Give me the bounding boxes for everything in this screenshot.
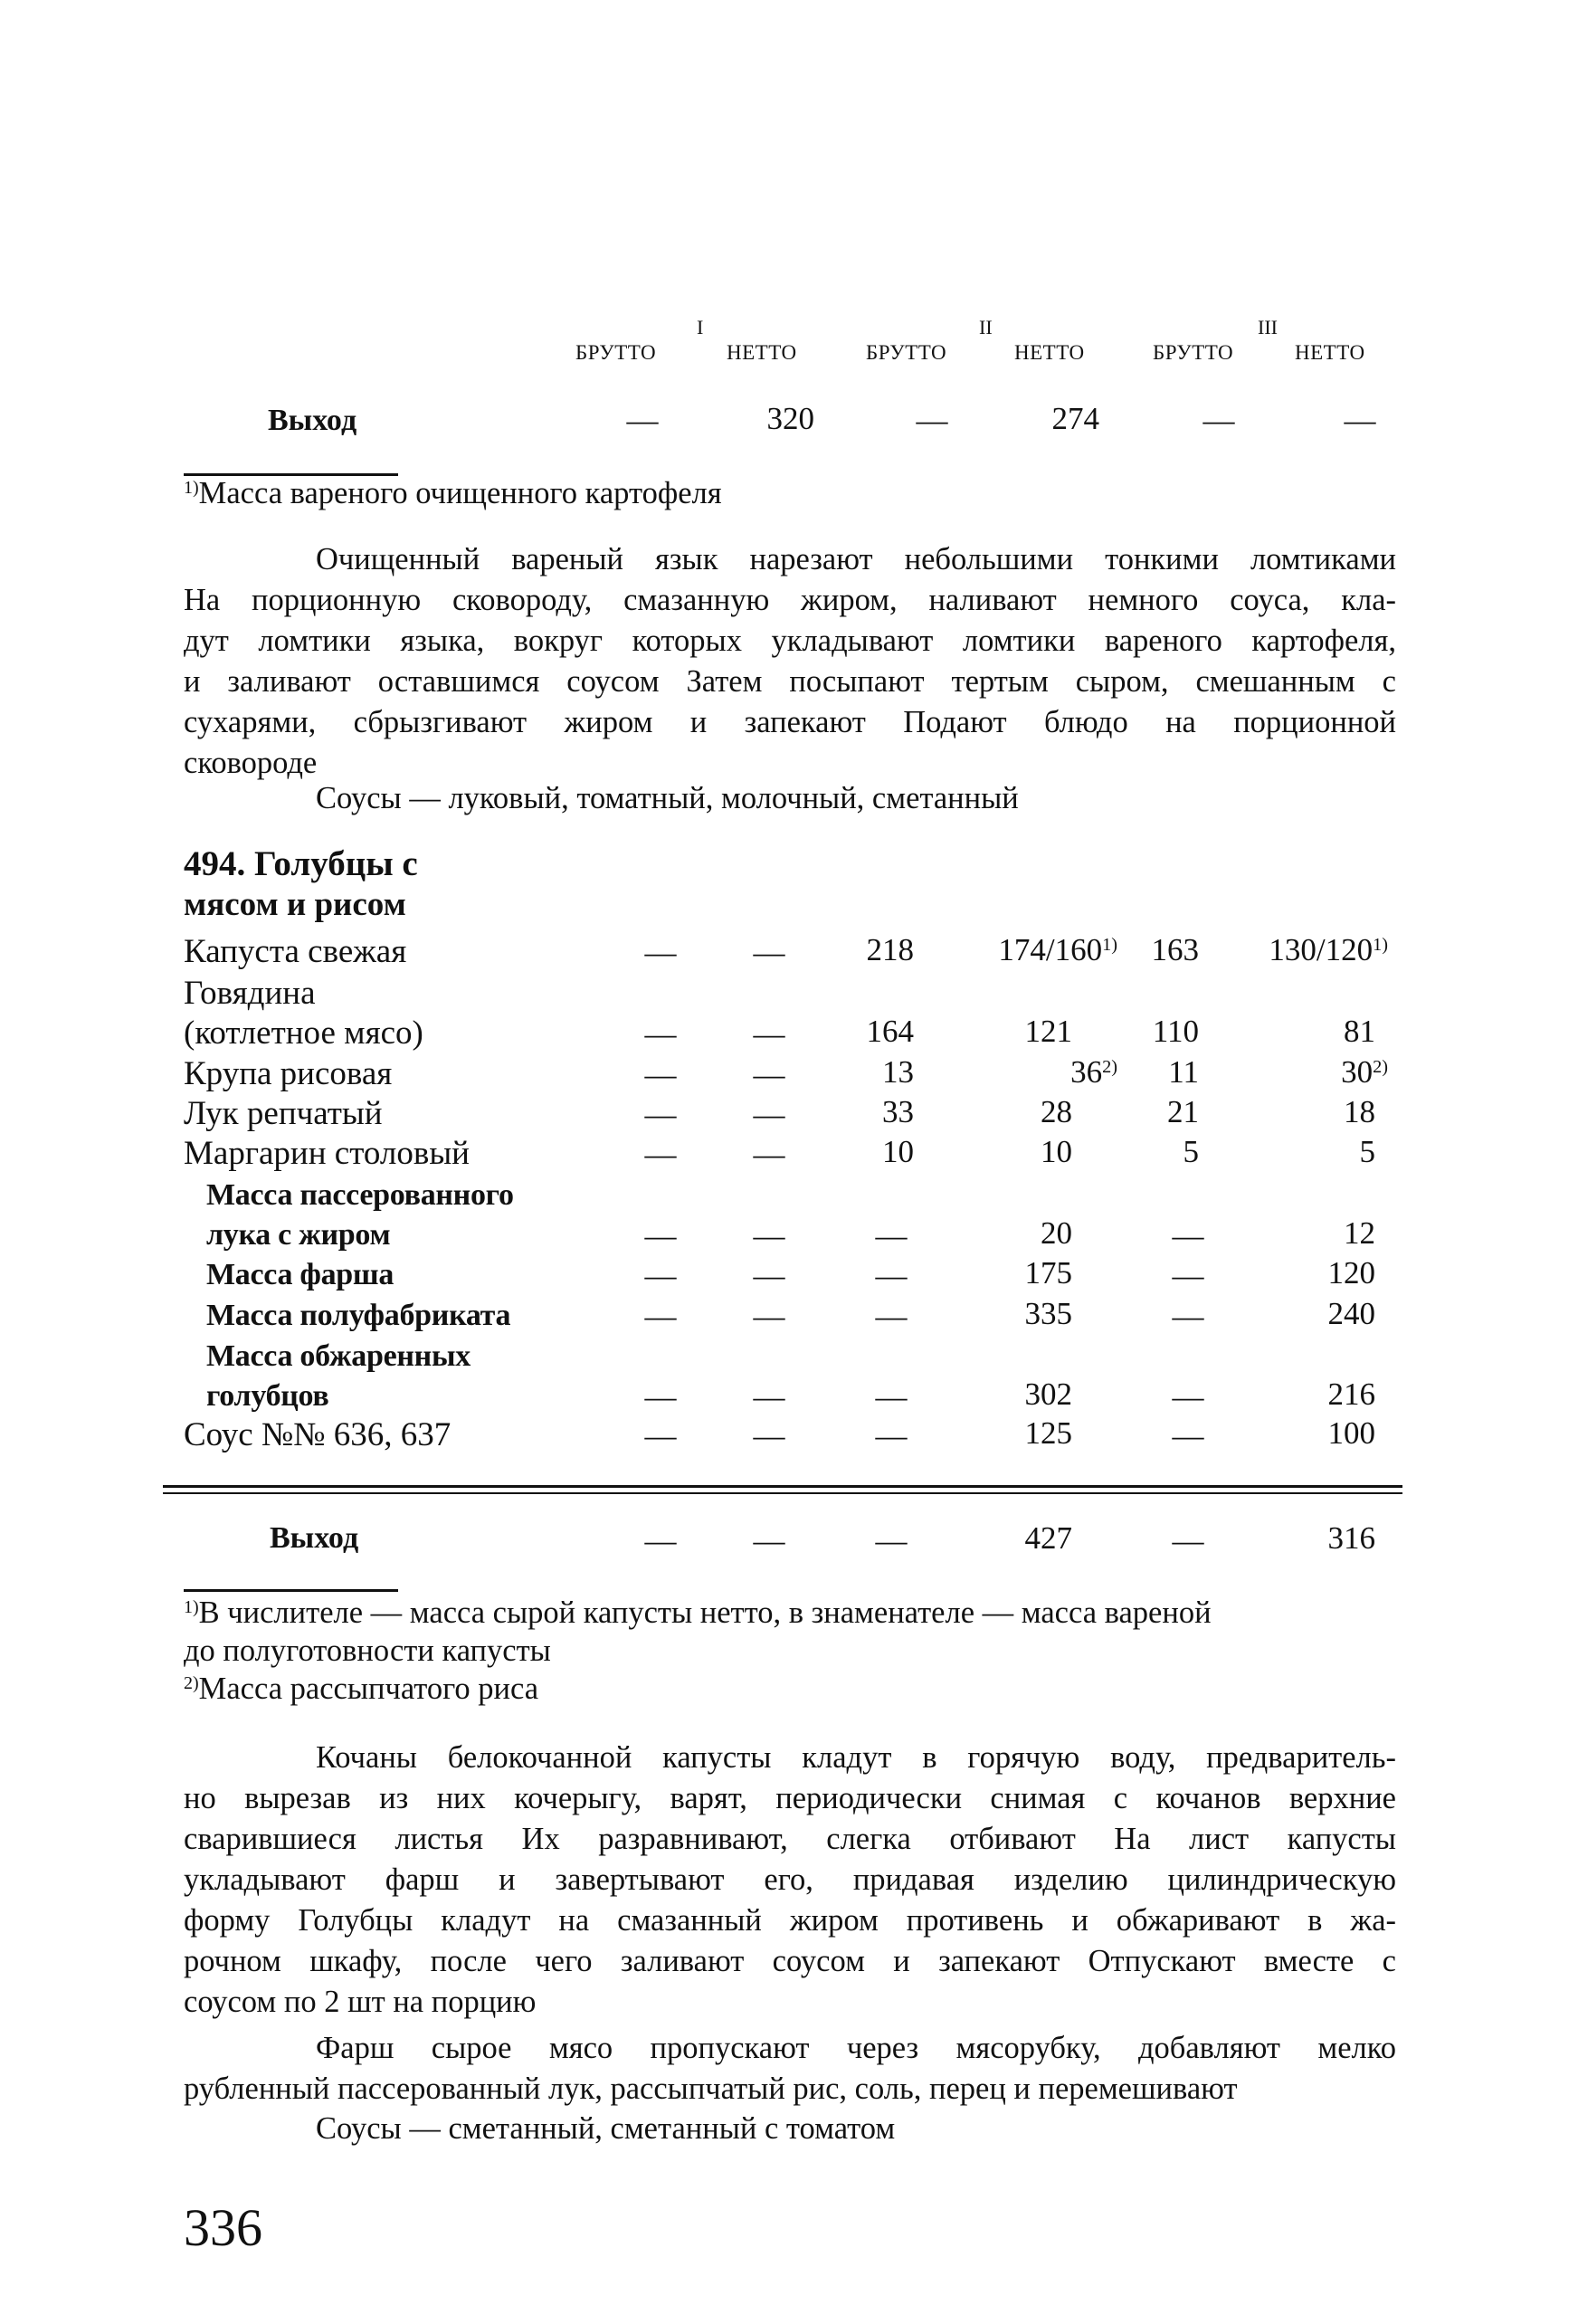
ingredient-name: голубцов [206,1379,329,1413]
stuffing-text: Фарш сырое мясо пропускают через мясорубку, добавляют мелко рубленный пассерованный лук, рассыпчатый рис, соль, перец и перемешивают [184,2031,1396,2106]
recipe-title-line1: 494. Голубцы с [184,844,418,883]
cell-dash: — [644,1299,677,1334]
cell-value: 20 [1041,1215,1072,1251]
cell-value: 36$^{2)}$ [1070,1054,1117,1090]
ingredient-name: Масса пассерованного [206,1178,514,1212]
ingredient-name: Масса фарша [206,1258,394,1291]
recipe-sauces: Соусы — сметанный, сметанный с томатом [316,2111,896,2146]
cell-dash: — [875,1258,908,1293]
cell-dash: — [1172,1418,1204,1453]
cell-value: 174/160$^{1)}$ [998,932,1117,967]
cell-value: 302 [1024,1376,1072,1412]
ingredient-name: Масса обжаренных [206,1339,471,1373]
cell-value: 28 [1041,1094,1072,1129]
cell-value: 335 [1024,1296,1072,1331]
cell-dash: — [753,1218,785,1253]
ingredient-name: Крупа рисовая [184,1055,393,1092]
prev-output-v2: 320 [766,401,814,436]
cell-dash: — [644,935,677,970]
ingredient-name: Масса полуфабриката [206,1299,511,1332]
cell-value: 427 [1024,1520,1072,1556]
cell-value: 10 [882,1134,914,1169]
prev-output-label: Выход [268,404,357,437]
cell-dash: — [1172,1218,1204,1253]
cell-value: 11 [1168,1054,1199,1090]
cell-dash: — [644,1137,677,1172]
recipe-title-line2: мясом и рисом [184,886,406,923]
group-header-1: I [697,316,704,338]
ingredient-name: Капуста свежая [184,933,407,970]
prev-output-v1: — [626,403,659,438]
cell-dash: — [644,1379,677,1414]
cell-value: 216 [1327,1376,1375,1412]
cell-value: 130/120$^{1)}$ [1269,932,1388,967]
prev-footnote: $^{1)}$Масса вареного очищенного картофеля [184,476,722,510]
prev-output-v4: 274 [1051,401,1099,436]
cell-dash: — [753,1379,785,1414]
cell-value: 33 [882,1094,914,1129]
cell-dash: — [753,1057,785,1092]
cell-dash: — [753,1137,785,1172]
cell-value: 218 [866,932,914,967]
ingredient-name: Лук репчатый [184,1095,383,1132]
ingredient-name: (котлетное мясо) [184,1014,423,1052]
cell-dash: — [644,1523,677,1558]
cell-dash: — [875,1299,908,1334]
footnote-1-cont: до полуготовности капусты [184,1633,551,1668]
footnote-rule [184,1589,398,1592]
table-rule-top [163,1485,1402,1488]
cell-dash: — [875,1218,908,1253]
cell-dash: — [644,1258,677,1293]
cell-dash: — [644,1057,677,1092]
cell-dash: — [753,1016,785,1052]
col-header-netto-3: НЕТТО [1295,341,1365,364]
cell-value: 5 [1183,1134,1199,1169]
ingredient-name: Говядина [184,975,316,1012]
cell-value: 125 [1024,1415,1072,1451]
cell-value: 10 [1041,1134,1072,1169]
cell-value: 100 [1327,1415,1375,1451]
col-header-netto-2: НЕТТО [1014,341,1085,364]
prev-output-v5: — [1203,403,1235,438]
ingredient-name: Маргарин столовый [184,1135,470,1172]
cell-dash: — [753,1418,785,1453]
cell-dash: — [1172,1379,1204,1414]
footnote-2: $^{2)}$Масса рассыпчатого риса [184,1672,539,1706]
cell-value: 175 [1024,1255,1072,1291]
prev-output-v3: — [916,403,948,438]
prev-recipe-text: Очищенный вареный язык нарезают небольшими тонкими ломтиками На порционную сковороду, смазанную жиром, наливают немного соуса, кла- дут ломтики языка, вокруг которых укладывают ломтики вареного картофеля, и заливают оставшимся соусом Затем посыпают тертым сыром, смешанным с сухарями, сбрызгивают жиром и запекают Подают блюдо на порционной сковороде [184,542,1396,780]
cell-dash: — [753,1523,785,1558]
cell-dash: — [1172,1258,1204,1293]
cell-value: 164 [866,1014,914,1049]
col-header-brutto-1: БРУТТО [575,341,657,364]
cell-dash: — [644,1016,677,1052]
col-header-netto-1: НЕТТО [727,341,797,364]
cell-value: 30$^{2)}$ [1341,1054,1388,1090]
cell-value: 121 [1024,1014,1072,1049]
cell-value: 13 [882,1054,914,1090]
cell-dash: — [875,1523,908,1558]
cell-value: 120 [1327,1255,1375,1291]
cell-value: 240 [1327,1296,1375,1331]
group-header-2: II [979,316,993,338]
cell-value: 110 [1152,1014,1199,1049]
cell-value: 81 [1344,1014,1375,1049]
ingredient-name: Соус №№ 636, 637 [184,1416,452,1453]
cell-dash: — [644,1218,677,1253]
prev-output-v6: — [1344,403,1376,438]
cell-dash: — [753,1258,785,1293]
cell-value: 21 [1167,1094,1199,1129]
table-rule-bottom [163,1492,1402,1494]
cell-dash: — [644,1418,677,1453]
col-header-brutto-3: БРУТТО [1153,341,1234,364]
cell-dash: — [644,1097,677,1132]
cell-value: 163 [1151,932,1199,967]
cell-dash: — [1172,1299,1204,1334]
cell-value: 5 [1359,1134,1375,1169]
prev-sauces: Соусы — луковый, томатный, молочный, сметанный [316,781,1019,815]
recipe-output-label: Выход [270,1521,359,1555]
col-header-brutto-2: БРУТТО [866,341,947,364]
cell-value: 12 [1344,1215,1375,1251]
page-number: 336 [184,2198,262,2257]
recipe-text: Кочаны белокочанной капусты кладут в горячую воду, предваритель- но вырезав из них кочерыгу, варят, периодически снимая с кочанов верхние сварившиеся листья Их разравнивают, слегка отбивают На лист капусты укладывают фарш и завертывают его, придавая изделию цилиндрическую форму Голубцы кладут на смазанный жиром противень и обжаривают в жа- рочном шкафу, после чего заливают соусом и запекают Отпускают вместе с соусом по 2 шт на порцию [184,1740,1396,2019]
cell-dash: — [753,935,785,970]
cell-value: 18 [1344,1094,1375,1129]
footnote-1: $^{1)}$В числителе — масса сырой капусты нетто, в знаменателе — масса вареной [184,1595,1212,1630]
cell-dash: — [1172,1523,1204,1558]
group-header-3: III [1258,316,1278,338]
cell-dash: — [753,1097,785,1132]
cell-value: 316 [1327,1520,1375,1556]
cell-dash: — [875,1418,908,1453]
cell-dash: — [875,1379,908,1414]
ingredient-name: лука с жиром [206,1218,391,1252]
cell-dash: — [753,1299,785,1334]
